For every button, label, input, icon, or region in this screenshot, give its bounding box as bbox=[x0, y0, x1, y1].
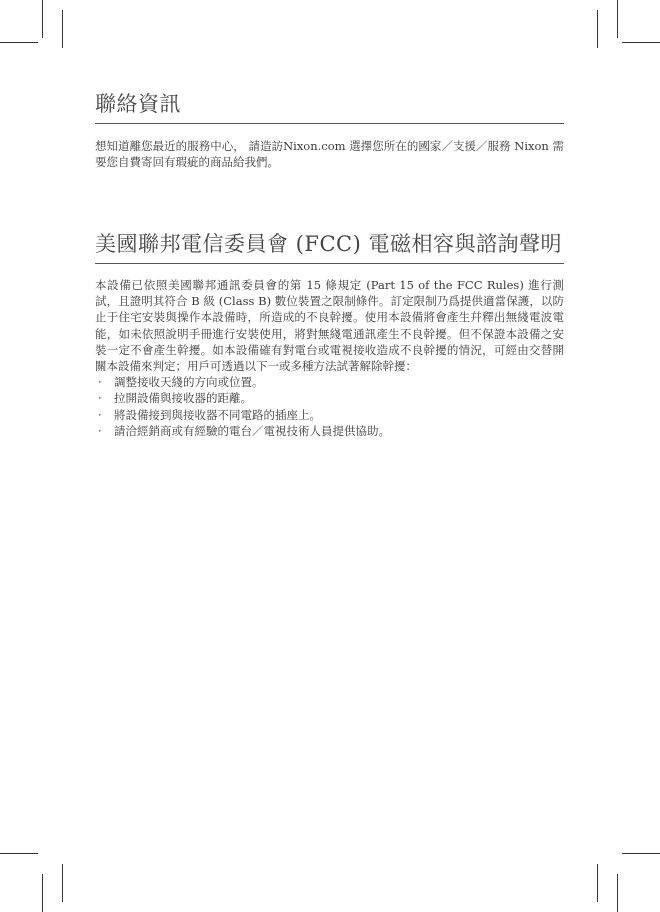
list-item: ‧ 拉開設備與接收器的距離。 bbox=[98, 391, 252, 406]
fcc-heading: 美國聯邦電信委員會 (FCC) 電磁相容與諮詢聲明 bbox=[95, 232, 564, 264]
bullet-icon: ‧ bbox=[98, 391, 102, 406]
fcc-section bbox=[95, 232, 564, 439]
bullet-icon: ‧ bbox=[98, 407, 102, 422]
contact-heading: 聯絡資訊 bbox=[95, 92, 564, 124]
crop-mark bbox=[622, 42, 660, 43]
bullet-icon: ‧ bbox=[98, 423, 102, 438]
fcc-body: 本設備已依照美國聯邦通訊委員會的第 15 條規定 (Part 15 of the FCC Rules) 進行測試，且證明其符合 B 級 (Class B) 數位裝置之限制條件。訂定限制乃爲提供適當保護，以防止于住宅安裝與操作本設備時，所造成的不良幹擾。使用本設備將會產生幷釋出無綫電波電能，如未依照說明手冊進行安裝使用，將對無綫電通訊產生不良幹擾。但不保證本設備之安裝一定不會產生幹擾。如本設備確有對電台或電視接收造成不良幹擾的情況，可經由交替開關本設備來判定；用戶可透過以下一或多種方法試著解除幹擾： bbox=[95, 278, 564, 374]
crop-mark bbox=[0, 853, 38, 854]
list-item: ‧ 請洽經銷商或有經驗的電台／電視技術人員提供協助。 bbox=[98, 423, 390, 438]
crop-mark bbox=[0, 42, 38, 43]
crop-mark bbox=[597, 10, 598, 48]
crop-mark bbox=[617, 0, 618, 38]
crop-mark bbox=[622, 853, 660, 854]
crop-mark bbox=[42, 0, 43, 38]
list-item: ‧ 將設備接到與接收器不同電路的插座上。 bbox=[98, 407, 321, 422]
contact-section bbox=[95, 92, 564, 170]
crop-mark bbox=[617, 874, 618, 912]
contact-body: 想知道離您最近的服務中心， 請造訪Nixon.com 選擇您所在的國家／支援／服務 Nixon 需要您自費寄回有瑕疵的商品給我們。 bbox=[95, 139, 564, 170]
list-item: ‧ 調整接收天綫的方向或位置。 bbox=[98, 375, 264, 390]
crop-mark bbox=[62, 864, 63, 902]
fcc-bullet-list bbox=[95, 374, 564, 439]
crop-mark bbox=[597, 864, 598, 902]
crop-mark bbox=[62, 10, 63, 48]
crop-mark bbox=[42, 874, 43, 912]
bullet-icon: ‧ bbox=[98, 375, 102, 390]
